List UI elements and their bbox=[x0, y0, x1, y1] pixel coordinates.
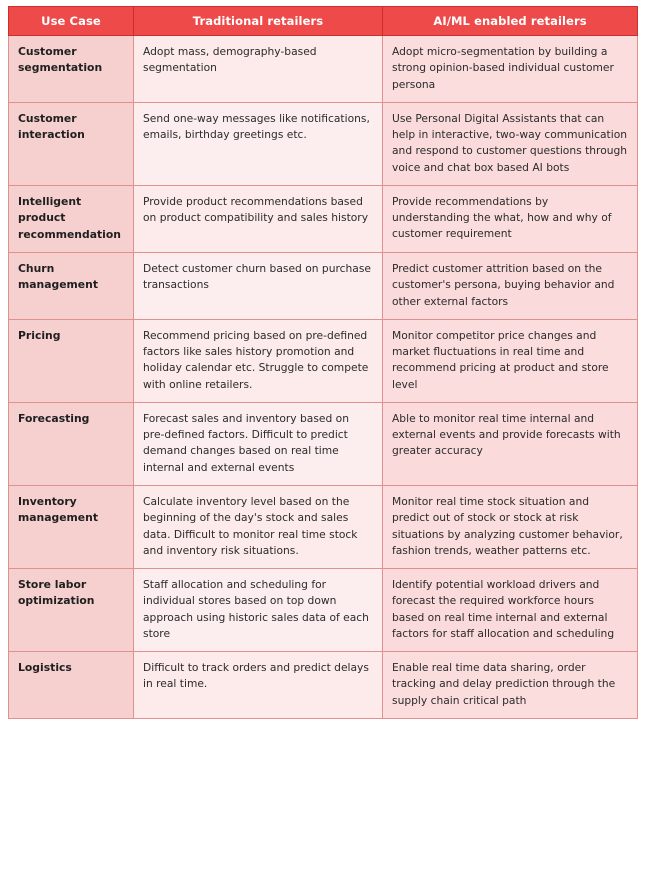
cell-use-case: Store labor optimization bbox=[9, 569, 134, 652]
table-row bbox=[9, 486, 638, 569]
cell-aiml: Identify potential workload drivers and forecast the required workforce hours based on real time internal and external factors for staff allocation and scheduling bbox=[383, 569, 638, 652]
table-row bbox=[9, 36, 638, 103]
table-header-row bbox=[9, 7, 638, 36]
cell-traditional: Calculate inventory level based on the beginning of the day's stock and sales data. Difficult to monitor real time stock and inventory risk situations. bbox=[134, 486, 383, 569]
column-header-traditional-retailers: Traditional retailers bbox=[134, 7, 383, 36]
cell-aiml: Predict customer attrition based on the customer's persona, buying behavior and other external factors bbox=[383, 253, 638, 320]
cell-aiml: Use Personal Digital Assistants that can help in interactive, two-way communication and respond to customer questions through voice and chat box based AI bots bbox=[383, 102, 638, 185]
table-body bbox=[9, 36, 638, 719]
cell-aiml: Monitor real time stock situation and predict out of stock or stock at risk situations by analyzing customer behavior, fashion trends, weather patterns etc. bbox=[383, 486, 638, 569]
cell-use-case: Customer interaction bbox=[9, 102, 134, 185]
cell-traditional: Provide product recommendations based on product compatibility and sales history bbox=[134, 185, 383, 252]
table-row bbox=[9, 652, 638, 719]
table-row bbox=[9, 253, 638, 320]
table-row bbox=[9, 185, 638, 252]
cell-use-case: Churn management bbox=[9, 253, 134, 320]
cell-aiml: Adopt micro-segmentation by building a strong opinion-based individual customer persona bbox=[383, 36, 638, 103]
cell-traditional: Staff allocation and scheduling for individual stores based on top down approach using historic sales data of each store bbox=[134, 569, 383, 652]
comparison-table bbox=[8, 6, 638, 719]
cell-traditional: Recommend pricing based on pre-defined factors like sales history promotion and holiday calendar etc. Struggle to compete with online retailers. bbox=[134, 319, 383, 402]
cell-use-case: Intelligent product recommendation bbox=[9, 185, 134, 252]
cell-use-case: Customer segmentation bbox=[9, 36, 134, 103]
cell-use-case: Forecasting bbox=[9, 402, 134, 485]
table-row bbox=[9, 569, 638, 652]
cell-traditional: Adopt mass, demography-based segmentation bbox=[134, 36, 383, 103]
cell-traditional: Forecast sales and inventory based on pre-defined factors. Difficult to predict demand changes based on real time internal and external events bbox=[134, 402, 383, 485]
cell-use-case: Logistics bbox=[9, 652, 134, 719]
cell-aiml: Able to monitor real time internal and external events and provide forecasts with greater accuracy bbox=[383, 402, 638, 485]
cell-use-case: Inventory management bbox=[9, 486, 134, 569]
column-header-aiml-enabled-retailers: AI/ML enabled retailers bbox=[383, 7, 638, 36]
cell-traditional: Detect customer churn based on purchase transactions bbox=[134, 253, 383, 320]
table-row bbox=[9, 319, 638, 402]
cell-traditional: Send one-way messages like notifications, emails, birthday greetings etc. bbox=[134, 102, 383, 185]
cell-aiml: Monitor competitor price changes and market fluctuations in real time and recommend pricing at product and store level bbox=[383, 319, 638, 402]
cell-use-case: Pricing bbox=[9, 319, 134, 402]
cell-traditional: Difficult to track orders and predict delays in real time. bbox=[134, 652, 383, 719]
cell-aiml: Provide recommendations by understanding the what, how and why of customer requirement bbox=[383, 185, 638, 252]
column-header-use-case: Use Case bbox=[9, 7, 134, 36]
table-row bbox=[9, 102, 638, 185]
table-header bbox=[9, 7, 638, 36]
table-row bbox=[9, 402, 638, 485]
cell-aiml: Enable real time data sharing, order tracking and delay prediction through the supply chain critical path bbox=[383, 652, 638, 719]
